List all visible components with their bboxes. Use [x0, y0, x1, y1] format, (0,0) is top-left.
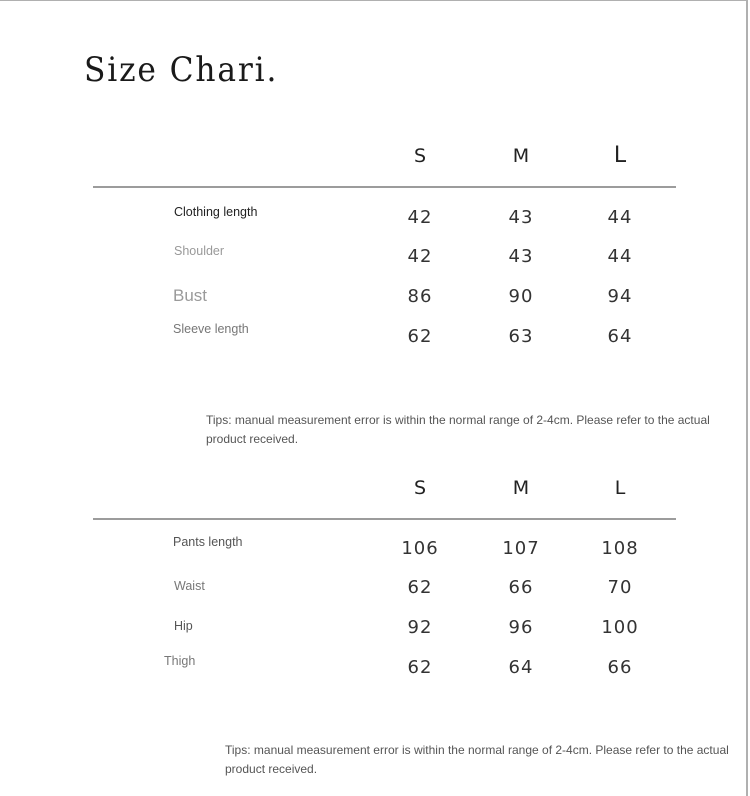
cell-value: 63: [508, 326, 534, 347]
cell-value: 44: [607, 207, 633, 228]
cell-value: 90: [508, 286, 534, 307]
cell-value: 86: [407, 286, 433, 307]
size-header-m: M: [512, 477, 530, 499]
cell-value: 92: [407, 617, 433, 638]
cell-value: 70: [607, 577, 633, 598]
size-header-s: S: [413, 145, 427, 167]
cell-value: 100: [601, 617, 639, 638]
cell-value: 94: [607, 286, 633, 307]
row-label: Shoulder: [174, 244, 225, 258]
row-label: Bust: [173, 286, 208, 305]
cell-value: 66: [508, 577, 534, 598]
cell-value: 62: [407, 326, 433, 347]
row-label: Sleeve length: [173, 322, 249, 336]
size-header-l: L: [613, 143, 627, 168]
cell-value: 42: [407, 246, 433, 267]
cell-value: 64: [508, 657, 534, 678]
row-label: Thigh: [164, 654, 196, 668]
header-divider: [93, 186, 676, 188]
cell-value: 108: [601, 538, 639, 559]
cell-value: 106: [401, 538, 439, 559]
tips-note: Tips: manual measurement error is within the normal range of 2-4cm. Please refer to the actual product received.: [206, 413, 710, 446]
cell-value: 43: [508, 246, 534, 267]
cell-value: 107: [502, 538, 540, 559]
cell-value: 62: [407, 577, 433, 598]
cell-value: 66: [607, 657, 633, 678]
row-label: Hip: [174, 619, 193, 633]
cell-value: 62: [407, 657, 433, 678]
header-divider: [93, 518, 676, 520]
row-label: Waist: [174, 579, 205, 593]
page-title: Size Chari.: [84, 50, 279, 90]
cell-value: 44: [607, 246, 633, 267]
row-label: Pants length: [173, 535, 243, 549]
size-header-l: L: [614, 477, 626, 499]
cell-value: 96: [508, 617, 534, 638]
cell-value: 42: [407, 207, 433, 228]
row-label: Clothing length: [174, 205, 258, 219]
size-header-s: S: [413, 477, 427, 499]
size-header-m: M: [512, 145, 530, 167]
cell-value: 64: [607, 326, 633, 347]
tips-note: Tips: manual measurement error is within the normal range of 2-4cm. Please refer to the actual product received.: [225, 743, 729, 776]
cell-value: 43: [508, 207, 534, 228]
